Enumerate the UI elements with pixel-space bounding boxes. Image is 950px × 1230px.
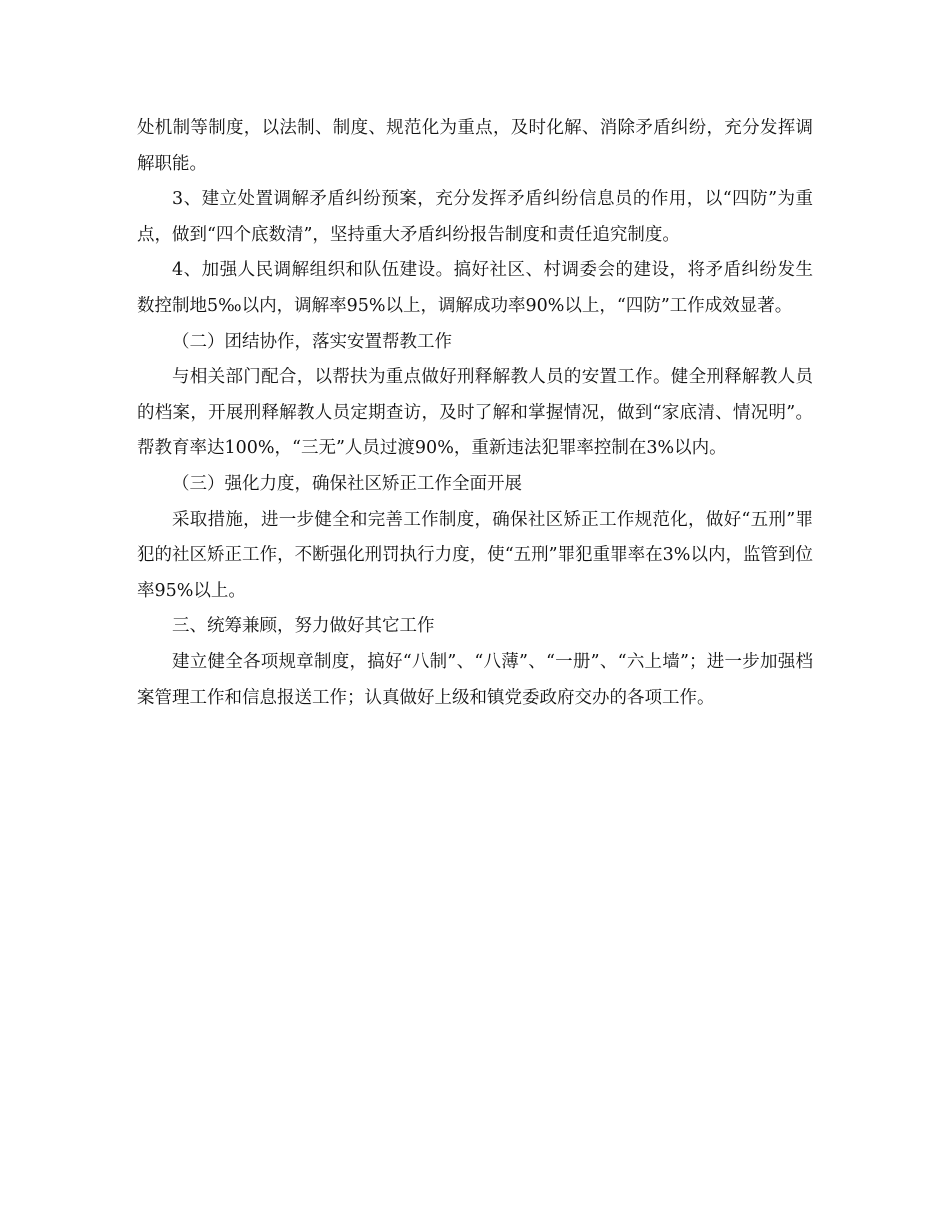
- paragraph-item-3: 3、建立处置调解矛盾纠纷预案，充分发挥矛盾纠纷信息员的作用，以“四防”为重点，做到“四个底数清”，坚持重大矛盾纠纷报告制度和责任追究制度。: [137, 189, 813, 245]
- paragraph-item-4: 4、加强人民调解组织和队伍建设。搞好社区、村调委会的建设，将矛盾纠纷发生数控制地5‰以内，调解率95%以上，调解成功率90%以上，“四防”工作成效显著。: [137, 260, 813, 316]
- document-body: [137, 111, 813, 716]
- paragraph-chapter-3: 建立健全各项规章制度，搞好“八制”、“八薄”、“一册”、“六上墙”；进一步加强档案管理工作和信息报送工作；认真做好上级和镇党委政府交办的各项工作。: [137, 651, 813, 708]
- section-heading-3: （三）强化力度，确保社区矫正工作全面开展: [172, 473, 522, 494]
- paragraph-section-3: 采取措施，进一步健全和完善工作制度，确保社区矫正工作规范化，做好“五刑”罪犯的社区矫正工作，不断强化刑罚执行力度，使“五刑”罪犯重罪率在3%以内，监管到位率95%以上。: [137, 509, 813, 601]
- paragraph-continuation: 处机制等制度，以法制、制度、规范化为重点，及时化解、消除矛盾纠纷，充分发挥调解职能。: [137, 118, 813, 174]
- section-heading-2: （二）团结协作，落实安置帮教工作: [172, 331, 452, 352]
- paragraph-section-2: 与相关部门配合，以帮扶为重点做好刑释解教人员的安置工作。健全刑释解教人员的档案，开展刑释解教人员定期查访，及时了解和掌握情况，做到“家底清、情况明”。帮教育率达100%，“三无”人员过渡90%，重新违法犯罪率控制在3%以内。: [137, 367, 813, 459]
- chapter-heading-3: 三、统筹兼顾，努力做好其它工作: [172, 616, 435, 637]
